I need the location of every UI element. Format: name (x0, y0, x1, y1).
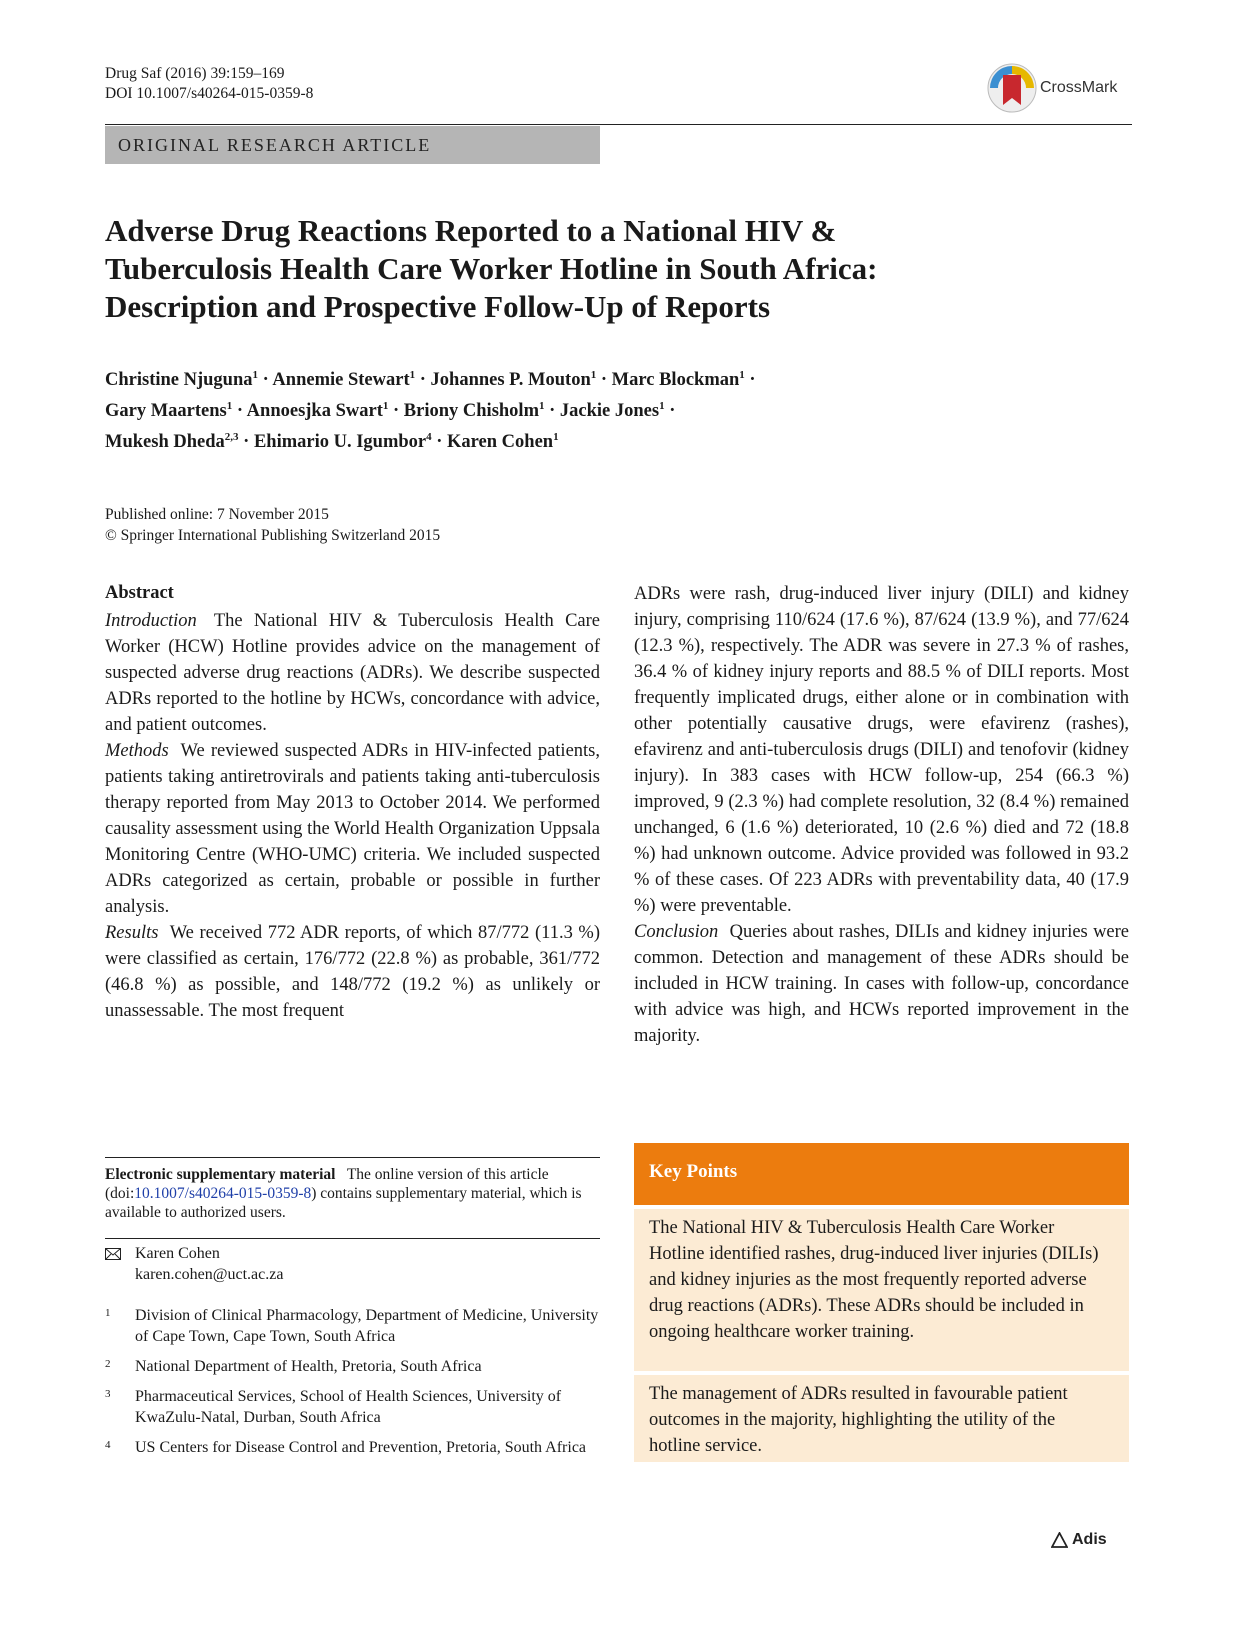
methods-text: We reviewed suspected ADRs in HIV-infected patients, patients taking antiretrovirals and patients taking anti-tuberculosis therapy reported from May 2013 to October 2014. We performed causality assessment using the World Health Organization Uppsala Monitoring Centre (WHO-UMC) criteria. We included suspected ADRs categorized as certain, probable or possible in further analysis. (105, 741, 600, 917)
author-affiliation-mark: 1 (382, 400, 389, 412)
journal-citation: Drug Saf (2016) 39:159–169 (105, 65, 285, 82)
envelope-icon (105, 1248, 121, 1260)
key-point (634, 1375, 1129, 1462)
doi: DOI 10.1007/s40264-015-0359-8 (105, 85, 314, 102)
author-affiliation-mark: 1 (252, 369, 259, 381)
affiliation-number: 1 (105, 1307, 111, 1319)
esm-rule (105, 1157, 600, 1158)
crossmark-label: CrossMark (1040, 79, 1118, 96)
affiliation-number: 3 (105, 1388, 111, 1400)
publication-info (105, 504, 440, 546)
esm-text: The online version of this article (doi: (105, 1166, 549, 1202)
author-affiliation-mark: 4 (426, 431, 432, 443)
affiliation-text: Pharmaceutical Services, School of Health Sciences, University of KwaZulu-Natal, Durban, South Africa (135, 1388, 562, 1426)
author-list (105, 362, 1135, 455)
author-affiliation-mark: 1 (739, 369, 745, 381)
author-name[interactable]: Karen Cohen (447, 432, 554, 452)
affiliation-number: 4 (105, 1439, 111, 1451)
author-row: Mukesh Dheda$^{2,3}$ · Ehimario U. Igumbor$^4$ · Karen Cohen$^1$ (105, 431, 559, 452)
journal-meta (105, 64, 313, 104)
esm-doi-link[interactable]: 10.1007/s40264-015-0359-8 (134, 1185, 312, 1202)
article-type-banner (105, 126, 600, 164)
copyright: © Springer International Publishing Switzerland 2015 (105, 527, 441, 544)
correspondence-rule (105, 1238, 600, 1239)
affiliation-number: 2 (105, 1358, 111, 1370)
author-row: Christine Njuguna$^1$ · Annemie Stewart$^1$ · Johannes P. Mouton$^1$ · Marc Blockman$^1$ · (105, 369, 756, 390)
key-points-header (634, 1143, 1129, 1205)
conclusion-label: Conclusion (634, 922, 719, 942)
author-affiliation-mark: 1 (226, 400, 233, 412)
author-name[interactable]: Gary Maartens (105, 401, 227, 421)
author-name[interactable]: Briony Chisholm (403, 401, 539, 421)
author-row: Gary Maartens$^1$ · Annoesjka Swart$^1$ · Briony Chisholm$^1$ · Jackie Jones$^1$ · (105, 400, 676, 421)
author-name[interactable]: Johannes P. Mouton (430, 370, 591, 390)
crossmark-badge[interactable] (986, 62, 1126, 112)
author-name[interactable]: Annemie Stewart (272, 370, 410, 390)
abstract-methods (105, 738, 600, 920)
abstract-introduction (105, 608, 600, 738)
abstract-conclusion (634, 919, 1129, 1049)
adis-triangle-icon (1051, 1532, 1068, 1548)
correspondence-name: Karen Cohen (135, 1245, 220, 1262)
affiliation-text: US Centers for Disease Control and Prevention, Pretoria, South Africa (135, 1439, 587, 1456)
author-name[interactable]: Christine Njuguna (105, 370, 253, 390)
title-line: Description and Prospective Follow-Up of Reports (105, 289, 771, 324)
introduction-label: Introduction (105, 611, 197, 631)
header-rule (105, 124, 1132, 125)
results-text: We received 772 ADR reports, of which 87/772 (11.3 %) were classified as certain, 176/772 (22.8 %) as probable, 361/772 (46.8 %) as possible, and 148/772 (19.2 %) as unlikely or unassessable. The most frequent (105, 923, 600, 1021)
results-text-continued: ADRs were rash, drug-induced liver injury (DILI) and kidney injury, comprising 110/624 (17.6 %), 87/624 (13.9 %), and 77/624 (12.3 %), respectively. The ADR was severe in 27.3 % of rashes, 36.4 % of kidney injury reports and 88.5 % of DILI reports. Most frequently implicated drugs, either alone or in combination with other potentially causative drugs, were efavirenz (rashes), efavirenz and anti-tuberculosis drugs (DILI) and tenofovir (kidney injury). In 383 cases with HCW follow-up, 254 (66.3 %) improved, 9 (2.3 %) had complete resolution, 32 (8.4 %) remained unchanged, 6 (1.6 %) deteriorated, 10 (2.6 %) died and 72 (18.8 %) had unknown outcome. Advice provided was followed in 93.2 % of these cases. Of 223 ADRs with preventability data, 40 (17.9 %) were preventable. (634, 584, 1129, 916)
title-line: Tuberculosis Health Care Worker Hotline in South Africa: (105, 251, 878, 286)
esm-label: Electronic supplementary material (105, 1166, 336, 1183)
key-point-text: The management of ADRs resulted in favourable patient outcomes in the majority, highlighting the utility of the hotline service. (649, 1384, 1068, 1456)
abstract-left-column (105, 608, 600, 1024)
abstract-right-column (634, 581, 1129, 1049)
crossmark-icon (986, 62, 1038, 114)
publisher-logo (1072, 1531, 1107, 1549)
results-label: Results (105, 923, 159, 943)
article-title (105, 212, 1135, 326)
key-point (634, 1209, 1129, 1371)
author-name[interactable]: Jackie Jones (559, 401, 660, 421)
correspondence-email[interactable]: karen.cohen@uct.ac.za (135, 1266, 284, 1283)
methods-label: Methods (105, 741, 169, 761)
author-affiliation-mark: 1 (553, 431, 559, 443)
correspondence-details (135, 1243, 283, 1285)
author-name[interactable]: Mukesh Dheda (105, 432, 225, 452)
author-name[interactable]: Annoesjka Swart (246, 401, 383, 421)
key-points-heading: Key Points (649, 1161, 738, 1182)
published-date: Published online: 7 November 2015 (105, 506, 329, 523)
supplementary-material-note (105, 1165, 600, 1222)
publisher-name: Adis (1072, 1531, 1107, 1548)
article-type: ORIGINAL RESEARCH ARTICLE (118, 135, 432, 155)
author-name[interactable]: Ehimario U. Igumbor (253, 432, 427, 452)
introduction-text: The National HIV & Tuberculosis Health Care Worker (HCW) Hotline provides advice on the management of suspected adverse drug reactions (ADRs). We describe suspected ADRs reported to the hotline by HCWs, concordance with advice, and patient outcomes. (105, 611, 600, 735)
author-affiliation-mark: 1 (409, 369, 416, 381)
abstract-heading: Abstract (105, 583, 174, 603)
title-line: Adverse Drug Reactions Reported to a National HIV & (105, 213, 837, 248)
abstract-results (105, 920, 600, 1024)
author-name[interactable]: Marc Blockman (611, 370, 740, 390)
conclusion-text: Queries about rashes, DILIs and kidney injuries were common. Detection and management of these ADRs should be included in HCW training. In cases with follow-up, concordance with advice was high, and HCWs reported improvement in the majority. (634, 922, 1130, 1046)
author-affiliation-mark: 1 (590, 369, 597, 381)
esm-text-end: ) contains supplementary material, which is available to authorized users. (105, 1185, 582, 1221)
author-affiliation-mark: 1 (659, 400, 665, 412)
affiliation-text: Division of Clinical Pharmacology, Department of Medicine, University of Cape Town, Cape Town, South Africa (135, 1307, 599, 1345)
affiliation-text: National Department of Health, Pretoria, South Africa (135, 1358, 482, 1375)
author-affiliation-mark: 2,3 (224, 431, 239, 443)
author-affiliation-mark: 1 (538, 400, 545, 412)
key-point-text: The National HIV & Tuberculosis Health Care Worker Hotline identified rashes, drug-induced liver injuries (DILIs) and kidney injuries as the most frequently reported adverse drug reactions (ADRs). These ADRs should be included in ongoing healthcare worker training. (649, 1218, 1099, 1342)
